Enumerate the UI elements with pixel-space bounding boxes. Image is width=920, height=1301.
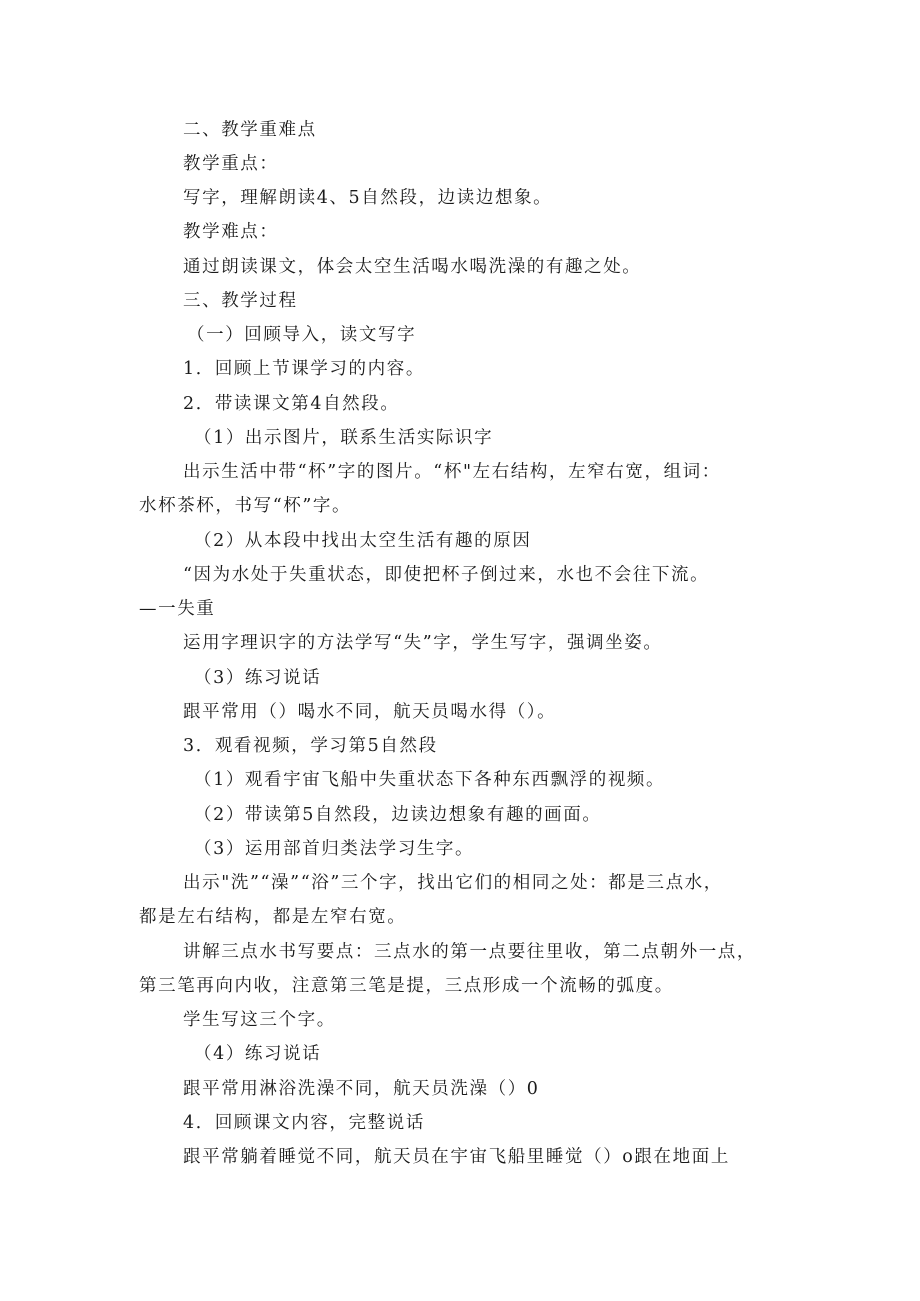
sub-list-item: （1）观看宇宙飞船中失重状态下各种东西飘浮的视频。	[194, 770, 666, 790]
paragraph-continued: 都是左右结构，都是左窄右宽。	[139, 907, 407, 927]
subheading-difficulty: 教学难点：	[183, 222, 279, 242]
paragraph: 讲解三点水书写要点：三点水的第一点要往里收，第二点朝外一点，	[183, 942, 756, 962]
sub-list-item: （2）从本段中找出太空生活有趣的原因	[194, 531, 532, 551]
list-item: 2．带读课文第4自然段。	[183, 394, 400, 414]
sub-list-item: （2）带读第5自然段，边读边想象有趣的画面。	[194, 805, 602, 825]
subheading-focus: 教学重点：	[183, 154, 279, 174]
paragraph: 跟平常用（）喝水不同，航天员喝水得（）。	[183, 702, 557, 722]
paragraph: 跟平常用淋浴洗澡不同，航天员洗澡（）0	[183, 1079, 540, 1099]
list-item: 1．回顾上节课学习的内容。	[183, 359, 425, 379]
paragraph: 写字，理解朗读4、5自然段，边读边想象。	[183, 188, 553, 208]
list-item: 3．观看视频，学习第5自然段	[183, 736, 438, 756]
list-item: 4．回顾课文内容，完整说话	[183, 1113, 425, 1133]
paragraph: 通过朗读课文，体会太空生活喝水喝洗澡的有趣之处。	[183, 257, 642, 277]
paragraph-continued: 第三笔再向内收，注意第三笔是提，三点形成一个流畅的弧度。	[139, 976, 674, 996]
sub-list-item: （3）练习说话	[194, 668, 322, 688]
paragraph: 学生写这三个字。	[183, 1010, 336, 1030]
paragraph: 出示生活中带“杯”字的图片。“杯"左右结构，左窄右宽，组词：	[183, 462, 721, 482]
section-heading-process: 三、教学过程	[183, 291, 298, 311]
sub-list-item: （1）出示图片，联系生活实际识字	[194, 428, 494, 448]
paragraph: 跟平常躺着睡觉不同，航天员在宇宙飞船里睡觉（）o跟在地面上	[183, 1147, 730, 1167]
section-heading-key-points: 二、教学重难点	[183, 120, 317, 140]
paragraph: 出示"洗”“澡”“浴”三个字，找出它们的相同之处：都是三点水，	[183, 873, 723, 893]
paragraph: 运用字理识字的方法学写“失”字，学生写字，强调坐姿。	[183, 633, 663, 653]
sub-list-item: （4）练习说话	[194, 1044, 322, 1064]
subheading-review: （一）回顾导入，读文写字	[187, 325, 417, 345]
paragraph-continued: —一失重	[139, 599, 216, 619]
sub-list-item: （3）运用部首归类法学习生字。	[194, 839, 475, 859]
quote-paragraph: “因为水处于失重状态，即使把杯子倒过来，水也不会往下流。	[183, 565, 710, 585]
paragraph-continued: 水杯茶杯，书写“杯”字。	[139, 496, 352, 516]
